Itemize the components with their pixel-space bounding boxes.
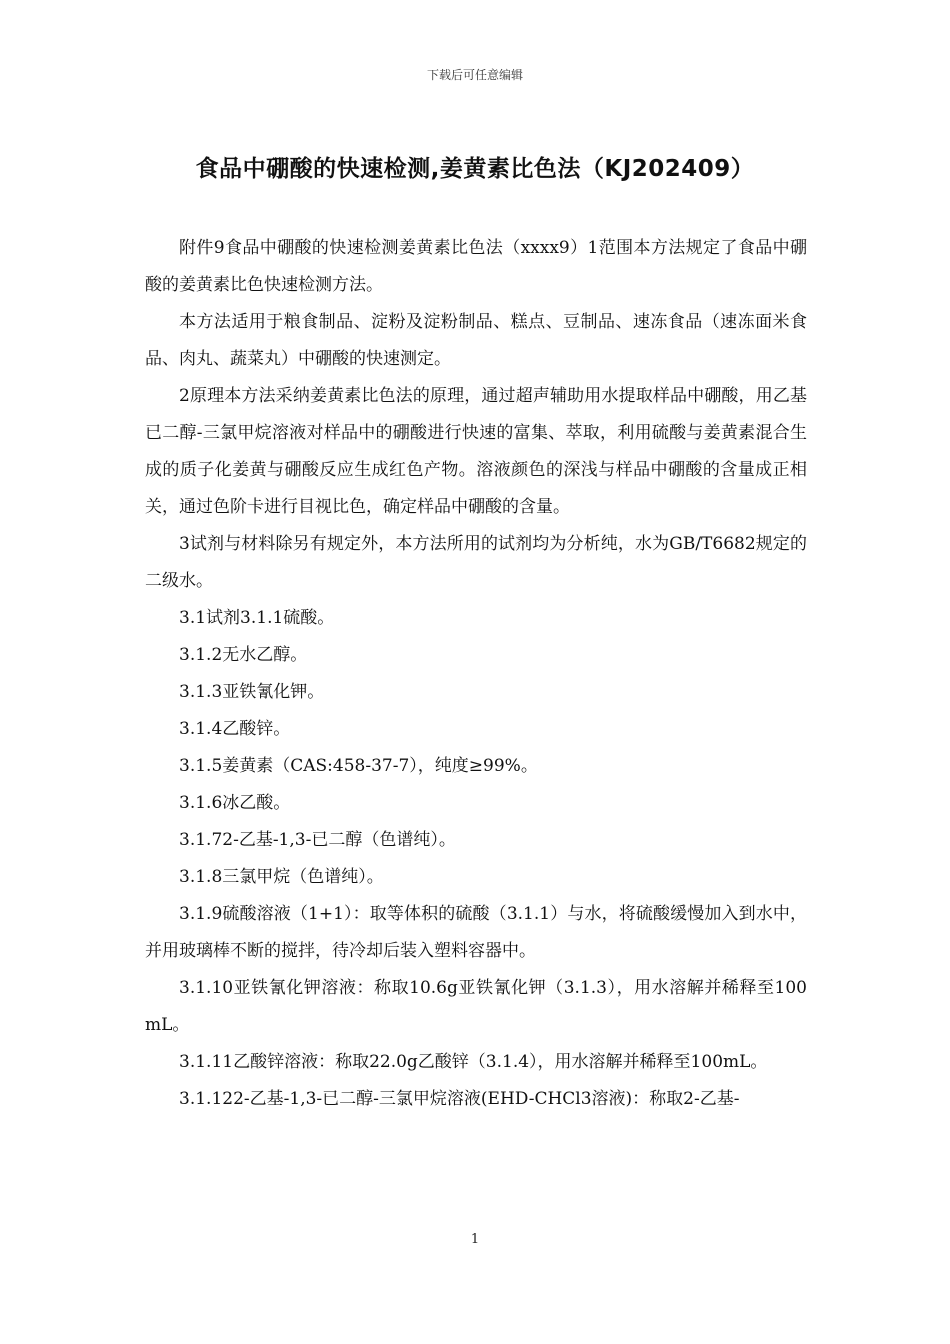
paragraph-reagent-3-1-2: 3.1.2无水乙醇。: [179, 645, 308, 665]
paragraph-reagents-intro: 3试剂与材料除另有规定外，本方法所用的试剂均为分析纯，水为GB/T6682规定的二级水。: [145, 534, 807, 591]
paragraph-reagent-3-1-1: 3.1试剂3.1.1硫酸。: [179, 608, 335, 628]
paragraph-reagent-3-1-5: 3.1.5姜黄素（CAS:458-37-7），纯度≥99%。: [179, 756, 538, 776]
page-number: 1: [470, 1232, 480, 1247]
paragraph-scope: 附件9食品中硼酸的快速检测姜黄素比色法（xxxx9）1范围本方法规定了食品中硼酸的姜黄素比色快速检测方法。: [145, 238, 807, 295]
document-title: 食品中硼酸的快速检测,姜黄素比色法（KJ202409）: [195, 156, 755, 182]
page-header-note: 下载后可任意编辑: [426, 68, 523, 82]
document-body: [145, 230, 807, 1118]
paragraph-reagent-3-1-6: 3.1.6冰乙酸。: [179, 793, 291, 813]
paragraph-principle: 2原理本方法采纳姜黄素比色法的原理，通过超声辅助用水提取样品中硼酸，用乙基已二醇-三氯甲烷溶液对样品中的硼酸进行快速的富集、萃取，利用硫酸与姜黄素混合生成的质子化姜黄与硼酸反应生成红色产物。溶液颜色的深浅与样品中硼酸的含量成正相关，通过色阶卡进行目视比色，确定样品中硼酸的含量。: [145, 386, 807, 517]
paragraph-reagent-3-1-11: 3.1.11乙酸锌溶液：称取22.0g乙酸锌（3.1.4），用水溶解并稀释至100mL。: [179, 1052, 768, 1072]
paragraph-reagent-3-1-10: 3.1.10亚铁氰化钾溶液：称取10.6g亚铁氰化钾（3.1.3），用水溶解并稀释至100mL。: [145, 978, 807, 1035]
paragraph-reagent-3-1-4: 3.1.4乙酸锌。: [179, 719, 291, 739]
paragraph-reagent-3-1-9: 3.1.9硫酸溶液（1+1）：取等体积的硫酸（3.1.1）与水，将硫酸缓慢加入到水中，并用玻璃棒不断的搅拌，待冷却后装入塑料容器中。: [145, 904, 807, 961]
paragraph-reagent-3-1-8: 3.1.8三氯甲烷（色谱纯）。: [179, 867, 384, 887]
paragraph-reagent-3-1-3: 3.1.3亚铁氰化钾。: [179, 682, 325, 702]
paragraph-applicability: 本方法适用于粮食制品、淀粉及淀粉制品、糕点、豆制品、速冻食品（速冻面米食品、肉丸、蔬菜丸）中硼酸的快速测定。: [145, 312, 807, 369]
paragraph-reagent-3-1-12: 3.1.122-乙基-1,3-已二醇-三氯甲烷溶液(EHD-CHCl3溶液)：称取2-乙基-: [179, 1089, 740, 1109]
paragraph-reagent-3-1-7: 3.1.72-乙基-1,3-已二醇（色谱纯）。: [179, 830, 456, 850]
